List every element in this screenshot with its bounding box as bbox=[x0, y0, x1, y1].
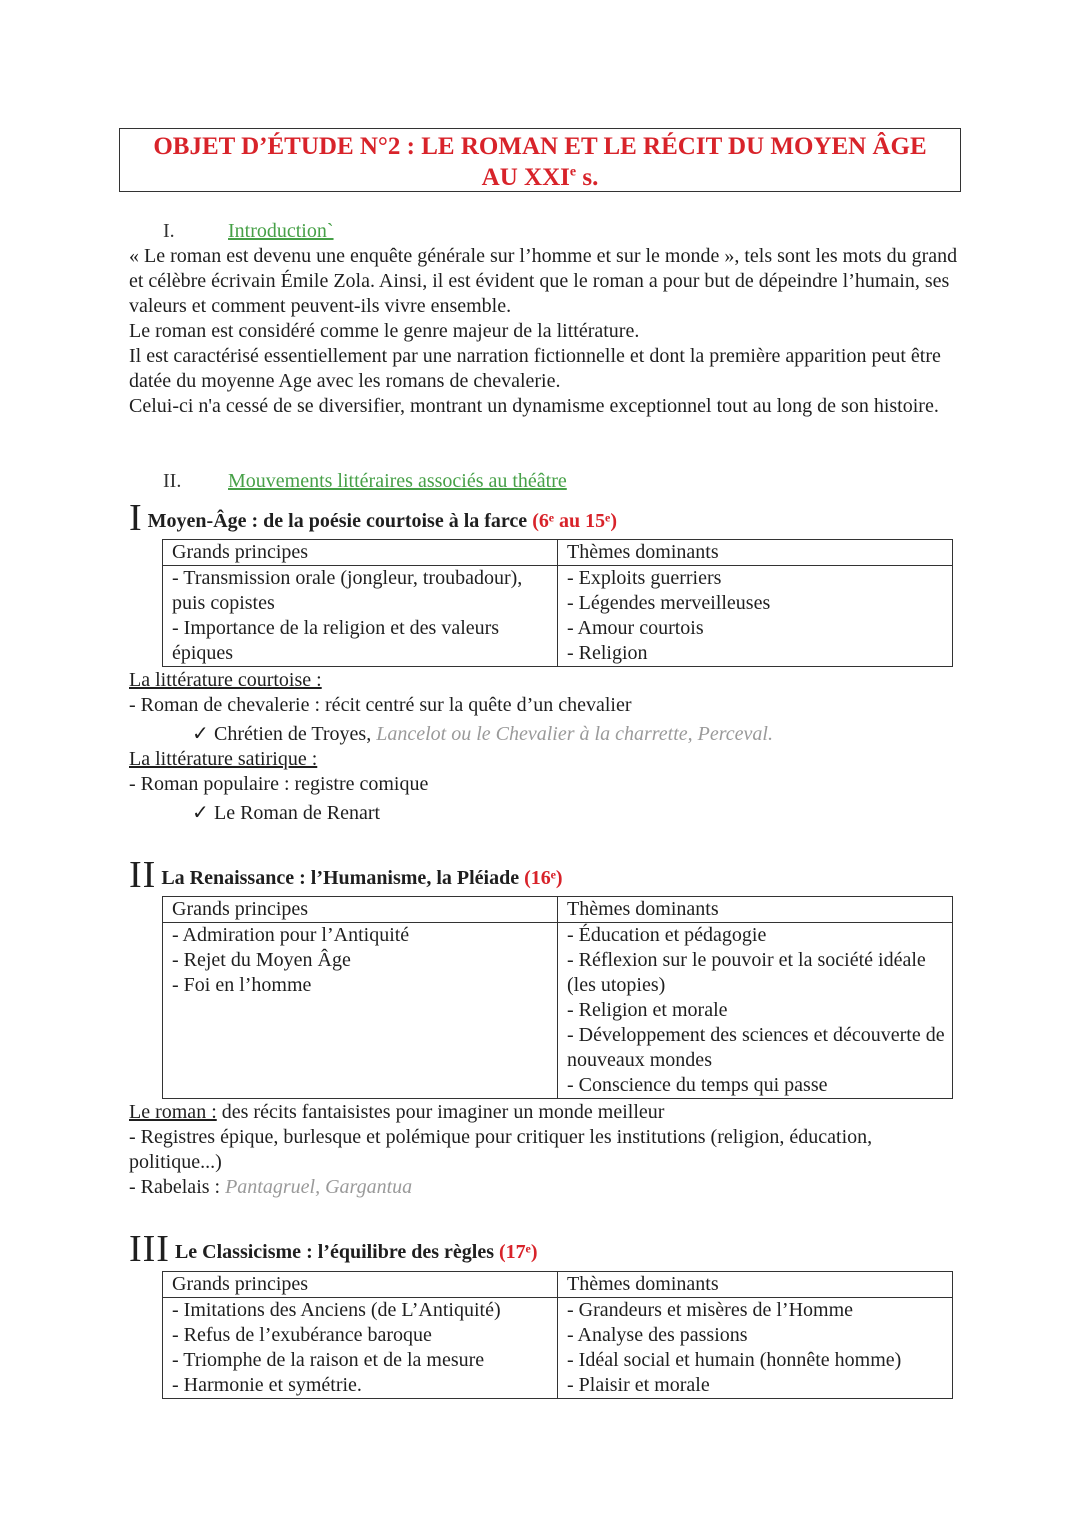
part1-title: I Moyen-Âge : de la poésie courtoise à la farce (6ᵉ au 15ᵉ) bbox=[129, 497, 617, 539]
list-item: - Amour courtois bbox=[567, 617, 704, 639]
list-item: - Légendes merveilleuses bbox=[567, 592, 771, 614]
list-item: - Exploits guerriers bbox=[567, 567, 722, 589]
document-title bbox=[119, 128, 961, 192]
satirique-heading: La littérature satirique : bbox=[129, 748, 318, 770]
movements-heading bbox=[163, 469, 663, 493]
part3-table bbox=[162, 1271, 953, 1399]
part1-themes-cell bbox=[558, 566, 953, 667]
intro-heading bbox=[163, 219, 563, 243]
part3-roman-numeral: III bbox=[129, 1228, 170, 1270]
intro-paragraph: Le roman est considéré comme le genre majeur de la littérature. bbox=[129, 320, 640, 342]
table-header-themes: Thèmes dominants bbox=[558, 1272, 953, 1298]
registres-line: - Registres épique, burlesque et polémique pour critiquer les institutions (religion, éducation, politique...) bbox=[129, 1126, 873, 1173]
checkmark-icon: ✓ bbox=[192, 723, 209, 745]
courtoise-example: ✓ Chrétien de Troyes, Lancelot ou le Chevalier à la charrette, Perceval. bbox=[192, 723, 773, 745]
roman-line: Le roman : des récits fantaisistes pour imaginer un monde meilleur bbox=[129, 1101, 665, 1123]
courtoise-heading: La littérature courtoise : bbox=[129, 669, 322, 691]
rabelais-line: - Rabelais : Pantagruel, Gargantua bbox=[129, 1176, 413, 1198]
table-header-themes: Thèmes dominants bbox=[558, 897, 953, 923]
intro-text bbox=[129, 244, 969, 419]
table-header-principles: Grands principes bbox=[163, 540, 558, 566]
part2-principles-cell bbox=[163, 923, 558, 1099]
part1-principles-cell bbox=[163, 566, 558, 667]
part1-notes bbox=[129, 668, 949, 826]
list-item: - Importance de la religion et des valeurs épiques bbox=[172, 617, 500, 664]
table-header-themes: Thèmes dominants bbox=[558, 540, 953, 566]
title-line-2: AU XXIe s. bbox=[481, 164, 599, 191]
intro-paragraph: Il est caractérisé essentiellement par une narration fictionnelle et dont la première apparition peut être datée du moyenne Age avec les romans de chevalerie. bbox=[129, 345, 941, 392]
part1-roman-numeral: I bbox=[129, 497, 143, 539]
list-item: - Réflexion sur le pouvoir et la société idéale (les utopies) bbox=[567, 949, 926, 996]
intro-label: Introduction` bbox=[228, 220, 334, 242]
list-item: - Foi en l’homme bbox=[172, 974, 312, 996]
part3-themes-cell bbox=[558, 1298, 953, 1399]
list-item: - Admiration pour l’Antiquité bbox=[172, 924, 410, 946]
list-item: - Imitations des Anciens (de L’Antiquité) bbox=[172, 1299, 501, 1321]
list-item: - Harmonie et symétrie. bbox=[172, 1374, 362, 1396]
list-item: - Grandeurs et misères de l’Homme bbox=[567, 1299, 854, 1321]
satirique-example: ✓ Le Roman de Renart bbox=[192, 802, 381, 824]
part2-themes-cell bbox=[558, 923, 953, 1099]
list-item: - Développement des sciences et découverte de nouveaux mondes bbox=[567, 1024, 945, 1071]
part3-principles-cell bbox=[163, 1298, 558, 1399]
part1-period: (6ᵉ au 15ᵉ) bbox=[532, 510, 617, 532]
part2-notes bbox=[129, 1100, 949, 1200]
checkmark-icon: ✓ bbox=[192, 802, 209, 824]
list-item: - Refus de l’exubérance baroque bbox=[172, 1324, 432, 1346]
satirique-line: - Roman populaire : registre comique bbox=[129, 773, 429, 795]
table-header-principles: Grands principes bbox=[163, 897, 558, 923]
list-item: - Triomphe de la raison et de la mesure bbox=[172, 1349, 485, 1371]
intro-number: I. bbox=[163, 220, 175, 242]
list-item: - Idéal social et humain (honnête homme) bbox=[567, 1349, 902, 1371]
list-item: - Éducation et pédagogie bbox=[567, 924, 767, 946]
intro-paragraph: « Le roman est devenu une enquête générale sur l’homme et sur le monde », tels sont les mots du grand et célèbre écrivain Émile Zola. Ainsi, il est évident que le roman a pour but de dépeindre l’humain, ses valeurs et comment peuvent-ils vivre ensemble. bbox=[129, 245, 958, 317]
roman-heading: Le roman : bbox=[129, 1101, 217, 1123]
movements-label: Mouvements littéraires associés au théâtre bbox=[228, 470, 567, 492]
list-item: - Conscience du temps qui passe bbox=[567, 1074, 828, 1096]
title-line-1: OBJET D’ÉTUDE N°2 : LE ROMAN ET LE RÉCIT DU MOYEN ÂGE bbox=[153, 133, 927, 160]
list-item: - Religion et morale bbox=[567, 999, 728, 1021]
part2-period: (16ᵉ) bbox=[524, 867, 563, 889]
courtoise-line: - Roman de chevalerie : récit centré sur la quête d’un chevalier bbox=[129, 694, 632, 716]
part2-roman-numeral: II bbox=[129, 854, 157, 896]
part3-title: III Le Classicisme : l’équilibre des règles (17ᵉ) bbox=[129, 1228, 538, 1270]
list-item: - Plaisir et morale bbox=[567, 1374, 710, 1396]
part2-title: II La Renaissance : l’Humanisme, la Pléiade (16ᵉ) bbox=[129, 854, 563, 896]
part2-table bbox=[162, 896, 953, 1099]
table-header-principles: Grands principes bbox=[163, 1272, 558, 1298]
part1-table bbox=[162, 539, 953, 667]
list-item: - Rejet du Moyen Âge bbox=[172, 949, 351, 971]
list-item: - Analyse des passions bbox=[567, 1324, 748, 1346]
intro-paragraph: Celui-ci n'a cessé de se diversifier, montrant un dynamisme exceptionnel tout au long de son histoire. bbox=[129, 395, 939, 417]
movements-number: II. bbox=[163, 470, 182, 492]
part3-period: (17ᵉ) bbox=[499, 1241, 538, 1263]
list-item: - Religion bbox=[567, 642, 648, 664]
list-item: - Transmission orale (jongleur, troubadour), puis copistes bbox=[172, 567, 523, 614]
